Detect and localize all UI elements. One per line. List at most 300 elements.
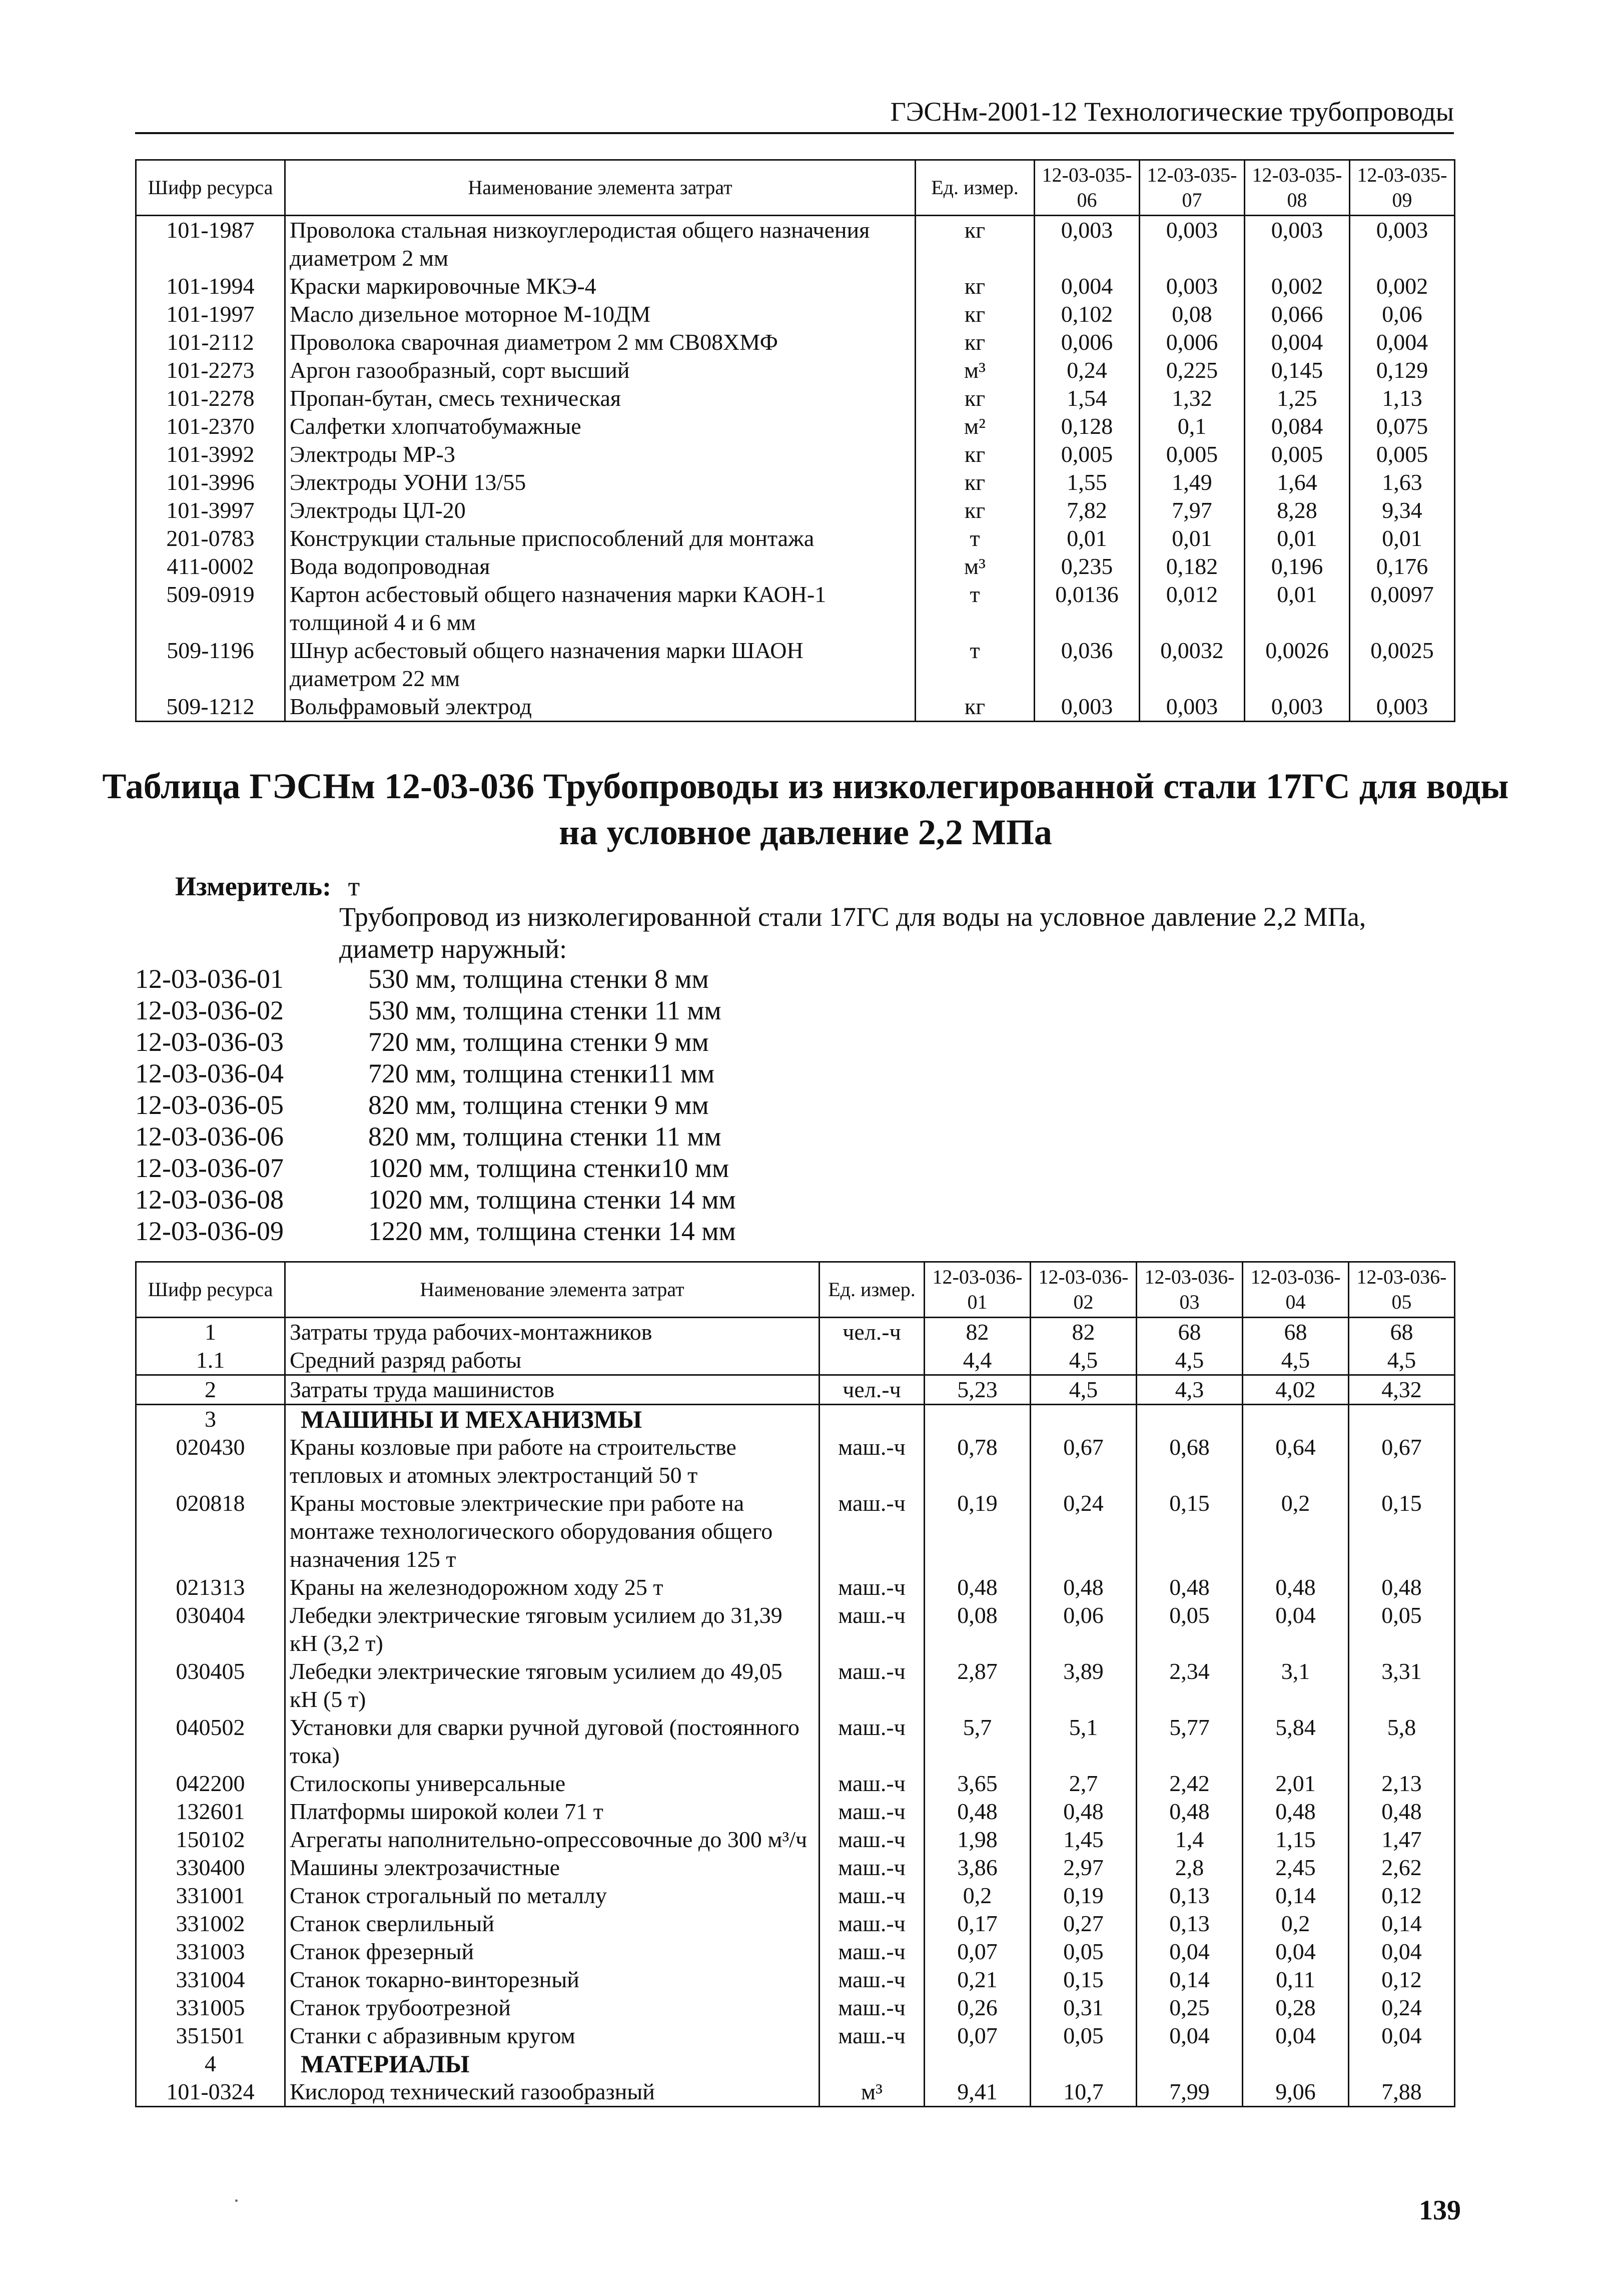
resource-code-cell: 132601 [136, 1798, 285, 1826]
table-row [136, 2078, 1455, 2107]
unit-cell: кг [916, 440, 1035, 468]
value-cell: 0,67 [1349, 1433, 1455, 1489]
resource-code-cell: 509-0919 [136, 581, 285, 637]
resource-code-cell: 030405 [136, 1657, 285, 1713]
table-row [136, 581, 1455, 637]
resource-code-cell: 150102 [136, 1826, 285, 1854]
unit-cell: маш.-ч [820, 1854, 925, 1882]
resource-name-cell: Салфетки хлопчатобумажные [285, 412, 916, 440]
value-cell: 2,8 [1137, 1854, 1243, 1882]
table-row [136, 1994, 1455, 2022]
resource-code-cell: 3 [136, 1405, 285, 1434]
unit-cell: м² [916, 412, 1035, 440]
value-cell: 0,1 [1140, 412, 1245, 440]
value-cell: 2,45 [1243, 1854, 1349, 1882]
table-row [136, 1770, 1455, 1798]
value-cell: 0,48 [1137, 1798, 1243, 1826]
resource-name-cell: МАТЕРИАЛЫ [285, 2050, 820, 2078]
value-cell: 0,12 [1349, 1882, 1455, 1910]
value-cell: 0,002 [1245, 272, 1350, 300]
resource-name-cell: Вольфрамовый электрод [285, 693, 916, 722]
resource-name-cell: Краны на железнодорожном ходу 25 т [285, 1573, 820, 1601]
table-row [136, 468, 1455, 496]
value-cell: 5,77 [1137, 1713, 1243, 1770]
resource-code-cell: 331003 [136, 1938, 285, 1966]
unit-cell: маш.-ч [820, 1601, 925, 1657]
unit-cell: кг [916, 693, 1035, 722]
column-header: Шифр ресурса [136, 1262, 285, 1318]
resource-code-cell: 101-3996 [136, 468, 285, 496]
unit-cell: маш.-ч [820, 1994, 925, 2022]
value-cell: 0,003 [1035, 693, 1140, 722]
value-cell: 3,86 [925, 1854, 1031, 1882]
resource-name-cell: Машины электрозачистные [285, 1854, 820, 1882]
value-cell: 4,32 [1349, 1375, 1455, 1405]
value-cell: 0,129 [1350, 356, 1455, 384]
value-cell: 0,003 [1350, 693, 1455, 722]
resource-name-cell: Затраты труда машинистов [285, 1375, 820, 1405]
unit-cell: маш.-ч [820, 1938, 925, 1966]
resource-name-cell: Стилоскопы универсальные [285, 1770, 820, 1798]
value-cell: 0,15 [1349, 1489, 1455, 1573]
value-cell: 0,07 [925, 1938, 1031, 1966]
resource-code-cell: 330400 [136, 1854, 285, 1882]
column-header: Наименование элемента затрат [285, 1262, 820, 1318]
value-cell [1349, 1405, 1455, 1434]
column-header: 12-03-036-04 [1243, 1262, 1349, 1318]
value-cell: 0,12 [1349, 1966, 1455, 1994]
table-row [136, 1601, 1455, 1657]
table-row [136, 328, 1455, 356]
value-cell: 0,31 [1031, 1994, 1137, 2022]
value-cell: 0,066 [1245, 300, 1350, 328]
value-cell: 1,32 [1140, 384, 1245, 412]
value-cell [1031, 1405, 1137, 1434]
value-cell: 1,25 [1245, 384, 1350, 412]
value-cell: 4,5 [1349, 1346, 1455, 1375]
column-header: Наименование элемента затрат [285, 160, 916, 216]
resource-code-cell: 509-1196 [136, 637, 285, 693]
value-cell [1137, 2050, 1243, 2078]
resource-name-cell: Конструкции стальные приспособлений для монтажа [285, 524, 916, 552]
unit-cell: кг [916, 468, 1035, 496]
variant-code: 12-03-036-03 [135, 1027, 284, 1057]
unit-cell: м³ [916, 552, 1035, 581]
value-cell: 0,05 [1349, 1601, 1455, 1657]
resource-code-cell: 331002 [136, 1910, 285, 1938]
value-cell: 0,48 [1349, 1573, 1455, 1601]
table-row [136, 2022, 1455, 2050]
unit-cell: кг [916, 300, 1035, 328]
resource-name-cell: МАШИНЫ И МЕХАНИЗМЫ [285, 1405, 820, 1434]
value-cell: 0,006 [1140, 328, 1245, 356]
value-cell: 82 [1031, 1318, 1137, 1347]
value-cell: 7,82 [1035, 496, 1140, 524]
value-cell: 0,04 [1349, 2022, 1455, 2050]
value-cell: 0,21 [925, 1966, 1031, 1994]
unit-cell: маш.-ч [820, 1966, 925, 1994]
value-cell: 3,65 [925, 1770, 1031, 1798]
variant-item [135, 995, 736, 1026]
value-cell: 1,45 [1031, 1826, 1137, 1854]
value-cell: 0,13 [1137, 1910, 1243, 1938]
variant-code: 12-03-036-07 [135, 1153, 284, 1183]
value-cell: 0,0097 [1350, 581, 1455, 637]
value-cell [1349, 2050, 1455, 2078]
value-cell: 0,27 [1031, 1910, 1137, 1938]
variant-code: 12-03-036-01 [135, 964, 284, 994]
value-cell: 0,002 [1350, 272, 1455, 300]
value-cell: 0,04 [1243, 1938, 1349, 1966]
value-cell [1243, 2050, 1349, 2078]
table-row [136, 1433, 1455, 1489]
resource-code-cell: 4 [136, 2050, 285, 2078]
unit-cell: т [916, 524, 1035, 552]
value-cell: 1,98 [925, 1826, 1031, 1854]
value-cell: 0,05 [1031, 1938, 1137, 1966]
resource-name-cell: Агрегаты наполнительно-опрессовочные до 300 м³/ч [285, 1826, 820, 1854]
value-cell: 4,5 [1031, 1346, 1137, 1375]
resource-code-cell: 1 [136, 1318, 285, 1347]
value-cell [925, 2050, 1031, 2078]
variant-text: 1220 мм, толщина стенки 14 мм [368, 1216, 736, 1246]
value-cell: 0,64 [1243, 1433, 1349, 1489]
value-cell: 0,004 [1350, 328, 1455, 356]
variant-item [135, 963, 736, 995]
value-cell: 2,87 [925, 1657, 1031, 1713]
unit-cell: кг [916, 384, 1035, 412]
unit-cell: т [916, 637, 1035, 693]
resource-code-cell: 101-2370 [136, 412, 285, 440]
value-cell: 4,5 [1031, 1375, 1137, 1405]
resource-name-cell: Проволока сварочная диаметром 2 мм СВ08ХМФ [285, 328, 916, 356]
value-cell: 0,48 [1243, 1798, 1349, 1826]
table-row [136, 524, 1455, 552]
unit-cell: чел.-ч [820, 1318, 925, 1347]
value-cell: 0,24 [1031, 1489, 1137, 1573]
meter-line [175, 870, 360, 903]
variant-code: 12-03-036-08 [135, 1185, 284, 1215]
column-header: 12-03-035-08 [1245, 160, 1350, 216]
value-cell: 0,48 [925, 1573, 1031, 1601]
table-row [136, 552, 1455, 581]
resource-code-cell: 411-0002 [136, 552, 285, 581]
value-cell [925, 1405, 1031, 1434]
unit-cell: маш.-ч [820, 1910, 925, 1938]
value-cell: 0,48 [1349, 1798, 1455, 1826]
table-row [136, 1854, 1455, 1882]
value-cell: 10,7 [1031, 2078, 1137, 2107]
resource-name-cell: Пропан-бутан, смесь техническая [285, 384, 916, 412]
value-cell: 0,003 [1140, 272, 1245, 300]
value-cell: 0,145 [1245, 356, 1350, 384]
value-cell: 0,48 [1031, 1573, 1137, 1601]
value-cell: 4,4 [925, 1346, 1031, 1375]
column-header: Ед. измер. [820, 1262, 925, 1318]
value-cell: 0,182 [1140, 552, 1245, 581]
value-cell: 2,62 [1349, 1854, 1455, 1882]
value-cell: 4,02 [1243, 1375, 1349, 1405]
resource-name-cell: Платформы широкой колеи 71 т [285, 1798, 820, 1826]
resource-code-cell: 030404 [136, 1601, 285, 1657]
value-cell: 0,26 [925, 1994, 1031, 2022]
unit-cell: м³ [916, 356, 1035, 384]
value-cell: 0,15 [1137, 1489, 1243, 1573]
unit-cell: кг [916, 272, 1035, 300]
value-cell: 7,99 [1137, 2078, 1243, 2107]
value-cell: 0,2 [1243, 1910, 1349, 1938]
variant-code: 12-03-036-06 [135, 1121, 284, 1152]
value-cell: 0,01 [1035, 524, 1140, 552]
resource-code-cell: 020818 [136, 1489, 285, 1573]
value-cell: 0,196 [1245, 552, 1350, 581]
resource-name-cell: Станок фрезерный [285, 1938, 820, 1966]
table-row [136, 1573, 1455, 1601]
resource-name-cell: Станок сверлильный [285, 1910, 820, 1938]
value-cell: 0,05 [1031, 2022, 1137, 2050]
resource-code-cell: 331001 [136, 1882, 285, 1910]
resource-code-cell: 021313 [136, 1573, 285, 1601]
resource-name-cell: Лебедки электрические тяговым усилием до 31,39 кН (3,2 т) [285, 1601, 820, 1657]
variant-item [135, 1089, 736, 1121]
resource-name-cell: Электроды ЦЛ-20 [285, 496, 916, 524]
value-cell: 0,005 [1140, 440, 1245, 468]
value-cell: 0,006 [1035, 328, 1140, 356]
value-cell: 0,13 [1137, 1882, 1243, 1910]
unit-cell: маш.-ч [820, 1826, 925, 1854]
variant-text: 1020 мм, толщина стенки 14 мм [368, 1185, 736, 1215]
table-row [136, 216, 1455, 273]
resource-name-cell: Станок строгальный по металлу [285, 1882, 820, 1910]
value-cell: 0,01 [1245, 524, 1350, 552]
value-cell: 0,0136 [1035, 581, 1140, 637]
unit-cell: кг [916, 328, 1035, 356]
value-cell: 68 [1349, 1318, 1455, 1347]
value-cell: 0,176 [1350, 552, 1455, 581]
table-row [136, 1375, 1455, 1405]
variant-code: 12-03-036-09 [135, 1216, 284, 1246]
value-cell: 0,14 [1137, 1966, 1243, 1994]
resource-code-cell: 101-1994 [136, 272, 285, 300]
column-header: 12-03-036-01 [925, 1262, 1031, 1318]
value-cell: 0,06 [1031, 1601, 1137, 1657]
variant-item [135, 1058, 736, 1089]
unit-cell: т [916, 581, 1035, 637]
table-row [136, 1713, 1455, 1770]
value-cell: 0,48 [1137, 1573, 1243, 1601]
value-cell: 1,47 [1349, 1826, 1455, 1854]
value-cell: 3,89 [1031, 1657, 1137, 1713]
column-header: 12-03-036-03 [1137, 1262, 1243, 1318]
value-cell: 0,003 [1245, 216, 1350, 273]
table-row [136, 693, 1455, 722]
value-cell: 0,003 [1245, 693, 1350, 722]
variant-text: 820 мм, толщина стенки 11 мм [368, 1121, 721, 1152]
column-header: 12-03-036-02 [1031, 1262, 1137, 1318]
value-cell: 0,225 [1140, 356, 1245, 384]
value-cell: 4,5 [1243, 1346, 1349, 1375]
value-cell: 0,003 [1035, 216, 1140, 273]
value-cell: 0,004 [1245, 328, 1350, 356]
value-cell: 0,68 [1137, 1433, 1243, 1489]
resource-code-cell: 351501 [136, 2022, 285, 2050]
value-cell: 0,003 [1140, 216, 1245, 273]
resource-code-cell: 040502 [136, 1713, 285, 1770]
resource-name-cell: Вода водопроводная [285, 552, 916, 581]
resource-code-cell: 101-3992 [136, 440, 285, 468]
value-cell: 1,4 [1137, 1826, 1243, 1854]
value-cell: 0,2 [925, 1882, 1031, 1910]
value-cell: 2,97 [1031, 1854, 1137, 1882]
value-cell: 0,2 [1243, 1489, 1349, 1573]
resource-name-cell: Лебедки электрические тяговым усилием до 49,05 кН (5 т) [285, 1657, 820, 1713]
value-cell: 1,13 [1350, 384, 1455, 412]
value-cell: 0,08 [1140, 300, 1245, 328]
value-cell: 0,0025 [1350, 637, 1455, 693]
value-cell: 2,13 [1349, 1770, 1455, 1798]
table-row [136, 2050, 1455, 2078]
value-cell: 0,11 [1243, 1966, 1349, 1994]
value-cell: 0,14 [1243, 1882, 1349, 1910]
value-cell: 0,05 [1137, 1601, 1243, 1657]
value-cell: 0,14 [1349, 1910, 1455, 1938]
resource-code-cell: 101-3997 [136, 496, 285, 524]
resource-table-036 [135, 1261, 1455, 2107]
value-cell: 1,49 [1140, 468, 1245, 496]
resource-code-cell: 042200 [136, 1770, 285, 1798]
resource-code-cell: 2 [136, 1375, 285, 1405]
table-row [136, 1966, 1455, 1994]
unit-cell [820, 1405, 925, 1434]
value-cell: 0,003 [1140, 693, 1245, 722]
resource-code-cell: 331004 [136, 1966, 285, 1994]
value-cell: 0,0032 [1140, 637, 1245, 693]
value-cell: 5,1 [1031, 1713, 1137, 1770]
resource-code-cell: 020430 [136, 1433, 285, 1489]
unit-cell: м³ [820, 2078, 925, 2107]
value-cell: 0,128 [1035, 412, 1140, 440]
value-cell: 0,084 [1245, 412, 1350, 440]
resource-code-cell: 201-0783 [136, 524, 285, 552]
resource-code-cell: 101-1997 [136, 300, 285, 328]
resource-name-cell: Электроды УОНИ 13/55 [285, 468, 916, 496]
value-cell: 0,005 [1245, 440, 1350, 468]
variant-item [135, 1121, 736, 1153]
value-cell: 0,004 [1035, 272, 1140, 300]
value-cell: 0,15 [1031, 1966, 1137, 1994]
value-cell: 9,06 [1243, 2078, 1349, 2107]
value-cell: 1,55 [1035, 468, 1140, 496]
work-description: Трубопровод из низколегированной стали 17ГС для воды на условное давление 2,2 МПа, диаметр наружный: [339, 902, 1366, 964]
unit-cell: маш.-ч [820, 1770, 925, 1798]
running-header: ГЭСНм-2001-12 Технологические трубопроводы [135, 95, 1454, 134]
value-cell: 7,97 [1140, 496, 1245, 524]
unit-cell: кг [916, 216, 1035, 273]
variant-code: 12-03-036-04 [135, 1058, 284, 1088]
table-row [136, 356, 1455, 384]
variant-item [135, 1216, 736, 1247]
table-row [136, 1882, 1455, 1910]
unit-cell: маш.-ч [820, 1573, 925, 1601]
value-cell: 0,28 [1243, 1994, 1349, 2022]
value-cell: 9,41 [925, 2078, 1031, 2107]
value-cell: 5,23 [925, 1375, 1031, 1405]
value-cell: 2,42 [1137, 1770, 1243, 1798]
value-cell: 0,17 [925, 1910, 1031, 1938]
value-cell: 1,15 [1243, 1826, 1349, 1854]
resource-code-cell: 101-1987 [136, 216, 285, 273]
variant-item [135, 1153, 736, 1184]
value-cell: 0,04 [1137, 2022, 1243, 2050]
value-cell: 0,005 [1035, 440, 1140, 468]
table-row [136, 1910, 1455, 1938]
table-row [136, 1346, 1455, 1375]
variant-item [135, 1026, 736, 1058]
value-cell: 0,24 [1349, 1994, 1455, 2022]
meter-label: Измеритель: [175, 871, 332, 901]
table-row [136, 412, 1455, 440]
value-cell: 0,48 [925, 1798, 1031, 1826]
value-cell: 3,1 [1243, 1657, 1349, 1713]
value-cell: 0,48 [1031, 1798, 1137, 1826]
value-cell: 0,07 [925, 2022, 1031, 2050]
value-cell [1137, 1405, 1243, 1434]
value-cell: 1,63 [1350, 468, 1455, 496]
resource-code-cell: 509-1212 [136, 693, 285, 722]
resource-name-cell: Картон асбестовый общего назначения марки КАОН-1 толщиной 4 и 6 мм [285, 581, 916, 637]
value-cell: 0,04 [1243, 2022, 1349, 2050]
variant-text: 720 мм, толщина стенки11 мм [368, 1058, 715, 1088]
table-row [136, 1798, 1455, 1826]
table-title: Таблица ГЭСНм 12-03-036 Трубопроводы из низколегированной стали 17ГС для воды на условное давление 2,2 МПа [102, 766, 1509, 852]
column-header: 12-03-036-05 [1349, 1262, 1455, 1318]
value-cell: 0,036 [1035, 637, 1140, 693]
unit-cell: маш.-ч [820, 1713, 925, 1770]
value-cell: 9,34 [1350, 496, 1455, 524]
value-cell: 0,01 [1350, 524, 1455, 552]
unit-cell [820, 2050, 925, 2078]
variant-code: 12-03-036-02 [135, 995, 284, 1025]
resource-name-cell: Станок токарно-винторезный [285, 1966, 820, 1994]
resource-name-cell: Затраты труда рабочих-монтажников [285, 1318, 820, 1347]
value-cell: 5,84 [1243, 1713, 1349, 1770]
resource-table-035 [135, 159, 1455, 722]
unit-cell: кг [916, 496, 1035, 524]
value-cell: 0,25 [1137, 1994, 1243, 2022]
value-cell: 0,24 [1035, 356, 1140, 384]
resource-code-cell: 101-2112 [136, 328, 285, 356]
value-cell: 1,54 [1035, 384, 1140, 412]
resource-name-cell: Краны мостовые электрические при работе на монтаже технологического оборудования общего назначения 125 т [285, 1489, 820, 1573]
resource-code-cell: 1.1 [136, 1346, 285, 1375]
unit-cell: маш.-ч [820, 1882, 925, 1910]
variant-text: 1020 мм, толщина стенки10 мм [368, 1153, 729, 1183]
value-cell: 1,64 [1245, 468, 1350, 496]
value-cell: 2,7 [1031, 1770, 1137, 1798]
resource-name-cell: Электроды МР-3 [285, 440, 916, 468]
value-cell: 0,003 [1350, 216, 1455, 273]
variant-text: 820 мм, толщина стенки 9 мм [368, 1090, 709, 1120]
value-cell: 0,01 [1245, 581, 1350, 637]
variant-text: 530 мм, толщина стенки 8 мм [368, 964, 709, 994]
resource-name-cell: Аргон газообразный, сорт высший [285, 356, 916, 384]
unit-cell: маш.-ч [820, 1433, 925, 1489]
resource-name-cell: Станок трубоотрезной [285, 1994, 820, 2022]
value-cell: 4,5 [1137, 1346, 1243, 1375]
table-row [136, 1826, 1455, 1854]
value-cell: 0,48 [1243, 1573, 1349, 1601]
value-cell: 0,075 [1350, 412, 1455, 440]
